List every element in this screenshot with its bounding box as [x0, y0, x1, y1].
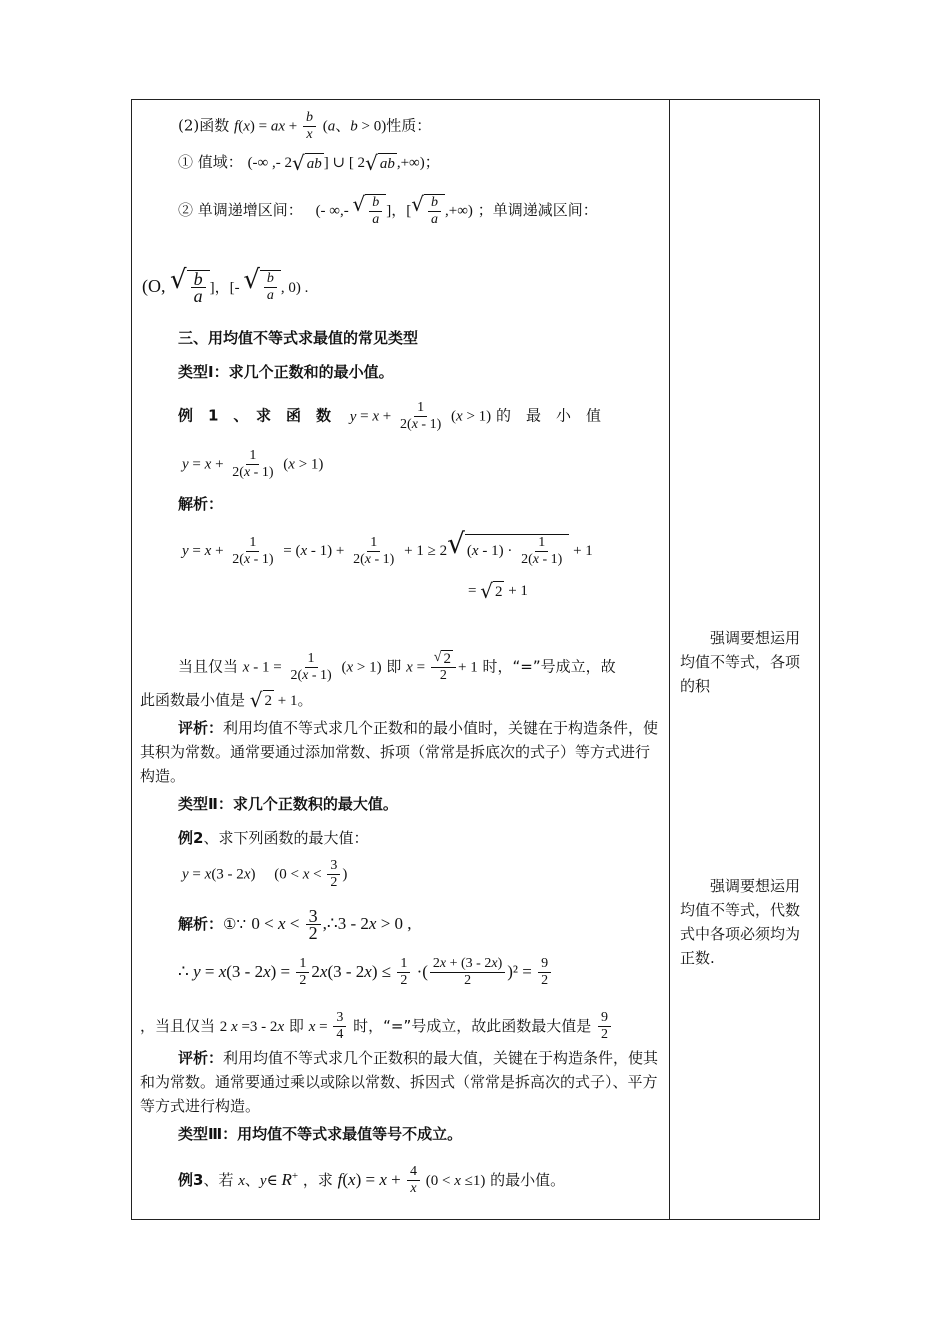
text: 时，“=”号成立，故: [482, 657, 616, 676]
solution-1-equation: y = x + $\frac{1}{2(x - 1)}$ = (x - 1) + $\frac{1}{2(x - 1)}$ + 1 ≥ 2 √ (x - 1) · $\frac{1}{2(x - 1)}$ + 1: [182, 527, 593, 567]
equality-condition-2: ，当且仅当 2 x =3 - 2x 即 x = $\frac{3}{4}$ 时，“=”号成立，故此函数最大值是 $\frac{9}{2}$: [140, 1010, 613, 1043]
property-heading: (2)函数 f(x) = ax + $\frac{b}{x}$ (a、b > 0)性质：: [178, 110, 432, 142]
text: ② 单调递增区间：: [178, 201, 303, 219]
text: ①∵: [223, 915, 247, 933]
comment-1: [140, 716, 662, 788]
text: 评析：: [178, 1049, 224, 1067]
column-divider: [669, 99, 670, 1220]
example-1-function: y = x + $\frac{1}{2(x - 1)}$ (x > 1): [182, 448, 324, 480]
text: 当且仅当: [178, 657, 239, 676]
solution-2-equation: ∴ y = x(3 - 2x) = $\frac{1}{2}$ 2x(3 - 2x) ≤ $\frac{1}{2}$ ·( $\frac{2x + (3 - 2x)}{2}$ )² = $\frac{9}{2}$: [178, 956, 553, 989]
solution-1-label: 解析：: [178, 495, 224, 513]
text: ，当且仅当: [140, 1017, 216, 1035]
minimum-value-1: 此函数最小值是 √ 2 + 1。: [140, 688, 313, 712]
type-3-heading: 类型Ⅲ：用均值不等式求最值等号不成立。: [178, 1125, 463, 1143]
text: 解析：: [178, 915, 224, 933]
text: 例3: [178, 1171, 204, 1189]
text: 利用均值不等式求几个正数和的最小值时，关键在于构造条件，使其积为常数。通常要通过添加常数、拆项（常常是拆底次的式子）等方式进行构造。: [140, 719, 659, 785]
comment-2: [140, 1046, 662, 1118]
text: 性质：: [386, 116, 432, 135]
range-line: ① 值域： (-∞ ,- 2 √ ab ] ∪ [ 2 √ ab ,+∞)；: [178, 150, 440, 175]
equality-condition-1: 当且仅当 x - 1 = $\frac{1}{2(x - 1)}$ (x > 1) 即 x = √ 2 2 + 1 时，“=”号成立，故: [178, 650, 616, 683]
fraction-b-over-x: $\frac{b}{x}$: [303, 110, 316, 143]
text: ，求: [302, 1171, 333, 1189]
text: 评析：: [178, 719, 224, 737]
text: 利用均值不等式求几个正数积的最大值，关键在于构造条件，使其和为常数。通常要通过乘以或除以常数、拆因式（常常是拆高次的式子）、平方等方式进行构造。: [140, 1049, 659, 1115]
text: ；单调递减区间：: [477, 201, 598, 219]
example-1: 例 1 、 求 函 数 y = x + $\frac{1}{2(x - 1)}$ (x > 1) 的 最 小 值: [178, 400, 601, 432]
text: 例 1 、 求 函 数: [178, 406, 331, 425]
monotonic-line: ② 单调递增区间： (- ∞,- √ $\frac{b}{a}$ ]，[ √ $\frac{b}{a}$ ,+∞) ；单调递减区间：: [178, 192, 598, 227]
text: 例2: [178, 829, 204, 847]
teacher-note-2: 强调要想运用均值不等式，代数式中各项必须均为正数.: [680, 877, 801, 967]
text: ① 值域：: [178, 153, 243, 171]
example-2: [178, 828, 368, 848]
example-3: 例3、若 x、y∈ R+ ，求 f(x) = x + $\frac{4}{x}$ (0 < x ≤1) 的最小值。: [178, 1164, 566, 1196]
section-3-heading: 三、用均值不等式求最值的常见类型: [178, 329, 419, 347]
math-fx: f: [234, 118, 239, 135]
text: 此函数最小值是: [140, 691, 246, 709]
decreasing-intervals: (O, √ $\frac{b}{a}$ ]，[- √ $\frac{b}{a}$ , 0) .: [142, 265, 309, 306]
text: 、求下列函数的最大值：: [203, 829, 369, 847]
text: (2)函数: [178, 116, 230, 135]
type-2-heading: 类型Ⅱ：求几个正数积的最大值。: [178, 795, 398, 813]
example-2-function: y = x(3 - 2x) (0 < x < $\frac{3}{2}$ ): [182, 858, 348, 890]
text: 时，“=”号成立，故此函数最大值是: [353, 1017, 592, 1035]
solution-1-result: = √ 2 + 1: [468, 578, 528, 603]
text: 、若: [203, 1171, 234, 1189]
solution-2: 解析：①∵ 0 < x < $\frac{3}{2}$ ,∴3 - 2x > 0 ,: [178, 906, 412, 943]
type-1-heading: 类型Ⅰ：求几个正数和的最小值。: [178, 363, 394, 381]
text: 即: [386, 657, 402, 676]
teacher-note-1: 强调要想运用均值不等式，各项的积: [680, 629, 801, 695]
text: 的 最 小 值: [495, 406, 601, 425]
text: 即: [288, 1017, 304, 1035]
text: 的最小值。: [490, 1171, 566, 1189]
